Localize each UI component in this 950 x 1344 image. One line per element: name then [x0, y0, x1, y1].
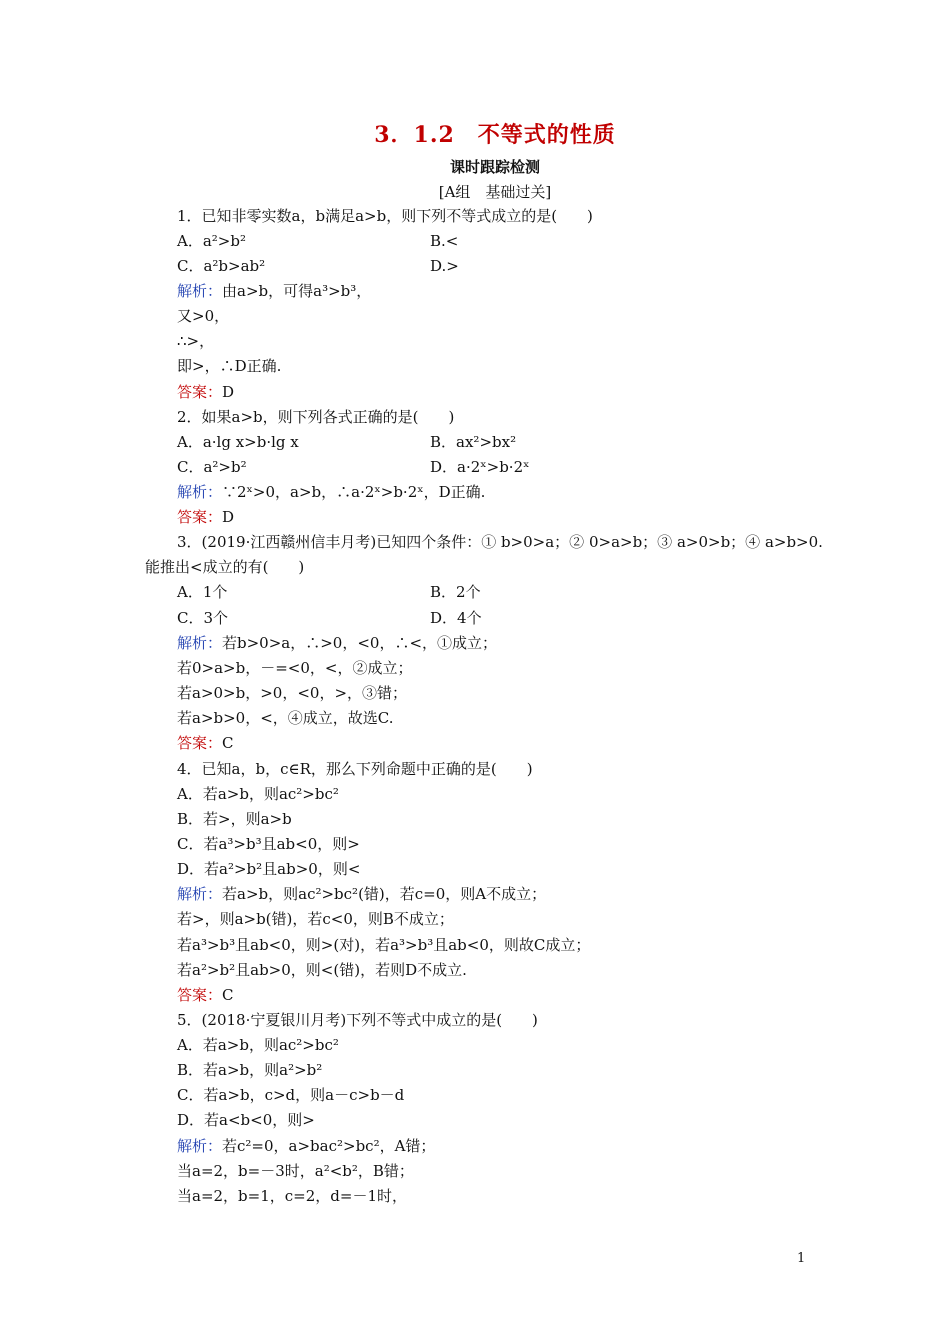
- q4-answer: C: [222, 986, 234, 1004]
- answer-label: 答案：: [177, 986, 223, 1004]
- q5-solution-3: 当a=2，b=1，c=2，d=－1时，: [177, 1187, 407, 1205]
- q1-stem: 1．已知非零实数a，b满足a>b，则下列不等式成立的是( ): [177, 207, 593, 225]
- q1-solution-text: 由a>b，可得a³>b³，: [222, 282, 372, 300]
- analysis-label: 解析：: [177, 885, 223, 903]
- q3-solution-2: 若0>a>b，－=<0，<，②成立；: [177, 659, 413, 677]
- q1-solution-2: 又>0，: [177, 307, 230, 325]
- q4-option-c: C．若a³>b³且ab<0，则>: [177, 835, 360, 853]
- q3-answer-line: [177, 733, 234, 753]
- q1-option-b: B.<: [430, 232, 459, 250]
- q3-solution-line: [177, 633, 497, 653]
- q3-option-a: A．1个: [177, 583, 228, 601]
- q5-solution-line: [177, 1136, 435, 1156]
- q5-solution-2: 当a=2，b=－3时，a²<b²，B错；: [177, 1162, 414, 1180]
- q5-option-a: A．若a>b，则ac²>bc²: [177, 1036, 339, 1054]
- q2-stem: 2．如果a>b，则下列各式正确的是( ): [177, 408, 455, 426]
- q1-solution-3: ∴>，: [177, 332, 215, 350]
- group-heading: [A组 基础过关]: [438, 183, 552, 201]
- q3-answer: C: [222, 734, 234, 752]
- analysis-label: 解析：: [177, 282, 223, 300]
- q5-option-d: D．若a<b<0，则>: [177, 1111, 315, 1129]
- q3-solution-4: 若a>b>0，<，④成立，故选C.: [177, 709, 394, 727]
- q4-solution-4: 若a²>b²且ab>0，则<(错)，若则D不成立.: [177, 961, 467, 979]
- q2-solution-text: ∵2ˣ>0，a>b，∴a·2ˣ>b·2ˣ，D正确.: [222, 483, 486, 501]
- q3-option-c: C．3个: [177, 609, 229, 627]
- q3-solution-text: 若b>0>a，∴>0，<0，∴<，①成立；: [222, 634, 498, 652]
- q4-option-a: A．若a>b，则ac²>bc²: [177, 785, 339, 803]
- q1-option-a: A．a²>b²: [177, 232, 246, 250]
- q2-option-a: A．a·lg x>b·lg x: [177, 433, 299, 451]
- q5-option-b: B．若a>b，则a²>b²: [177, 1061, 323, 1079]
- section-subtitle: 课时跟踪检测: [449, 158, 540, 176]
- q2-option-d: D．a·2ˣ>b·2ˣ: [430, 458, 530, 476]
- q4-option-b: B．若>，则a>b: [177, 810, 292, 828]
- answer-label: 答案：: [177, 383, 223, 401]
- q2-answer-line: [177, 507, 234, 527]
- q3-option-b: B．2个: [430, 583, 481, 601]
- q4-solution-text: 若a>b，则ac²>bc²(错)，若c=0，则A不成立；: [222, 885, 547, 903]
- q4-option-d: D．若a²>b²且ab>0，则<: [177, 860, 361, 878]
- q2-option-b: B．ax²>bx²: [430, 433, 517, 451]
- page-number: 1: [797, 1251, 806, 1266]
- q2-solution-line: [177, 482, 485, 502]
- q1-answer-line: [177, 382, 234, 402]
- q3-option-d: D．4个: [430, 609, 482, 627]
- q3-solution-3: 若a>0>b，>0，<0，>，③错；: [177, 684, 408, 702]
- document-title: 3．1.2 不等式的性质: [374, 122, 616, 148]
- q3-stem: 3．(2019·江西赣州信丰月考)已知四个条件：① b>0>a；② 0>a>b；③ a>0>b；④ a>b>0.: [177, 533, 823, 551]
- q1-answer: D: [222, 383, 235, 401]
- analysis-label: 解析：: [177, 1137, 223, 1155]
- q1-option-d: D.>: [430, 257, 459, 275]
- q2-answer: D: [222, 508, 235, 526]
- q5-solution-text: 若c²=0，a>bac²>bc²，A错；: [222, 1137, 436, 1155]
- answer-label: 答案：: [177, 508, 223, 526]
- q5-option-c: C．若a>b，c>d，则a－c>b－d: [177, 1086, 405, 1104]
- q4-solution-line: [177, 884, 546, 904]
- q1-solution-4: 即>，∴D正确.: [177, 357, 282, 375]
- q1-solution-line: [177, 281, 371, 301]
- analysis-label: 解析：: [177, 483, 223, 501]
- q4-stem: 4．已知a，b，c∈R，那么下列命题中正确的是( ): [177, 760, 533, 778]
- q5-stem: 5．(2018·宁夏银川月考)下列不等式中成立的是( ): [177, 1011, 538, 1029]
- q4-answer-line: [177, 985, 234, 1005]
- q2-option-c: C．a²>b²: [177, 458, 247, 476]
- analysis-label: 解析：: [177, 634, 223, 652]
- q3-stem-continued: 能推出<成立的有( ): [145, 558, 305, 576]
- q1-option-c: C．a²b>ab²: [177, 257, 266, 275]
- answer-label: 答案：: [177, 734, 223, 752]
- q4-solution-3: 若a³>b³且ab<0，则>(对)，若a³>b³且ab<0，则故C成立；: [177, 936, 591, 954]
- q4-solution-2: 若>，则a>b(错)，若c<0，则B不成立；: [177, 910, 454, 928]
